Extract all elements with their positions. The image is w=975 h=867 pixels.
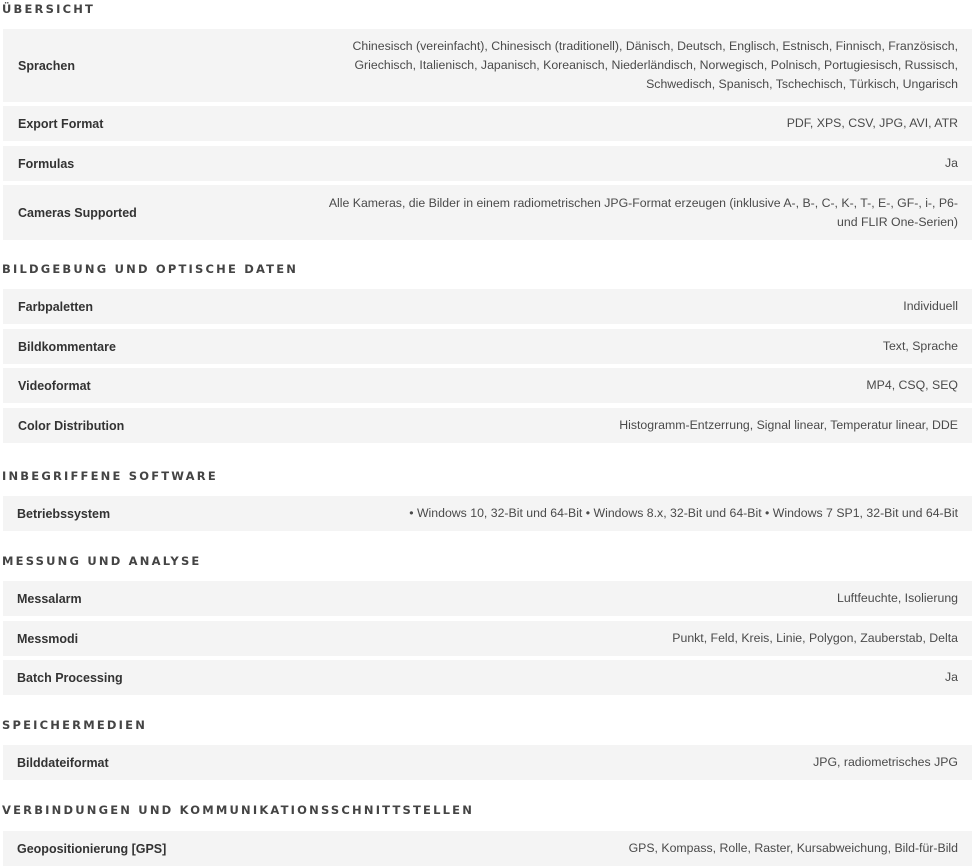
spec-value: Punkt, Feld, Kreis, Linie, Polygon, Zauberstab, Delta bbox=[672, 631, 958, 645]
spec-value: Alle Kameras, die Bilder in einem radiometrischen JPG-Format erzeugen (inklusive A-, B-, C-, K-, T-, E-, GF-, i-, P6- und FLIR One-Serien) bbox=[328, 195, 958, 229]
spec-value: Luftfeuchte, Isolierung bbox=[837, 591, 958, 605]
spec-label: Bilddateiformat bbox=[17, 755, 109, 770]
spec-row-export-format bbox=[3, 106, 972, 141]
spec-label: Geopositionierung [GPS] bbox=[17, 841, 167, 856]
spec-row-farbpaletten bbox=[3, 289, 972, 324]
spec-label: Messalarm bbox=[17, 591, 82, 606]
spec-value: MP4, CSQ, SEQ bbox=[866, 378, 958, 392]
spec-label: Cameras Supported bbox=[18, 205, 137, 220]
spec-value: JPG, radiometrisches JPG bbox=[813, 755, 958, 769]
spec-label: Formulas bbox=[18, 156, 75, 171]
spec-label: Export Format bbox=[18, 116, 104, 131]
spec-value: PDF, XPS, CSV, JPG, AVI, ATR bbox=[786, 116, 958, 130]
spec-row-betriebssystem bbox=[3, 496, 972, 531]
spec-value: Ja bbox=[945, 156, 958, 170]
spec-value: Chinesisch (vereinfacht), Chinesisch (traditionell), Dänisch, Deutsch, Englisch, Estnisch, Finnisch, Französisch, Griechisch, Italienisch, Japanisch, Koreanisch, Niederländisch, Norwegisch, Polnisch, Portugiesisch, Russisch, Schwedisch, Spanisch, Tschechisch, Türkisch, Ungarisch bbox=[352, 39, 958, 91]
spec-value: • Windows 10, 32-Bit und 64-Bit • Windows 8.x, 32-Bit und 64-Bit • Windows 7 SP1, 32-Bit und 64-Bit bbox=[409, 506, 958, 520]
spec-label: Farbpaletten bbox=[18, 299, 94, 314]
section-heading-software: INBEGRIFFENE SOFTWARE bbox=[2, 469, 218, 483]
spec-row-batch-processing bbox=[3, 660, 972, 695]
spec-row-color-distribution bbox=[3, 408, 972, 443]
spec-label: Videoformat bbox=[18, 378, 91, 393]
section-heading-messung: MESSUNG UND ANALYSE bbox=[2, 554, 202, 568]
spec-row-messalarm bbox=[3, 581, 972, 616]
spec-label: Sprachen bbox=[18, 58, 75, 73]
section-heading-verbindungen: VERBINDUNGEN UND KOMMUNIKATIONSSCHNITTSTELLEN bbox=[2, 803, 475, 817]
spec-value: Histogramm-Entzerrung, Signal linear, Temperatur linear, DDE bbox=[619, 418, 958, 432]
section-heading-speichermedien: SPEICHERMEDIEN bbox=[2, 718, 148, 732]
spec-row-sprachen bbox=[3, 29, 972, 102]
spec-row-bildkommentare bbox=[3, 329, 972, 364]
spec-label: Messmodi bbox=[17, 631, 79, 646]
spec-row-messmodi bbox=[3, 621, 972, 656]
section-heading-bildgebung: BILDGEBUNG UND OPTISCHE DATEN bbox=[2, 262, 299, 276]
spec-row-videoformat bbox=[3, 368, 972, 403]
spec-label: Bildkommentare bbox=[18, 339, 116, 354]
spec-value: Ja bbox=[945, 670, 958, 684]
section-heading-uebersicht: ÜBERSICHT bbox=[2, 2, 96, 16]
spec-value: GPS, Kompass, Rolle, Raster, Kursabweichung, Bild-für-Bild bbox=[628, 841, 958, 855]
spec-value: Text, Sprache bbox=[882, 339, 958, 353]
spec-row-bilddateiformat bbox=[3, 745, 972, 780]
spec-row-geopositionierung bbox=[3, 831, 972, 866]
spec-label: Color Distribution bbox=[18, 418, 125, 433]
spec-label: Betriebssystem bbox=[17, 506, 111, 521]
spec-label: Batch Processing bbox=[17, 670, 123, 685]
spec-value: Individuell bbox=[903, 299, 958, 313]
spec-row-formulas bbox=[3, 146, 972, 181]
spec-row-cameras-supported bbox=[3, 185, 972, 240]
